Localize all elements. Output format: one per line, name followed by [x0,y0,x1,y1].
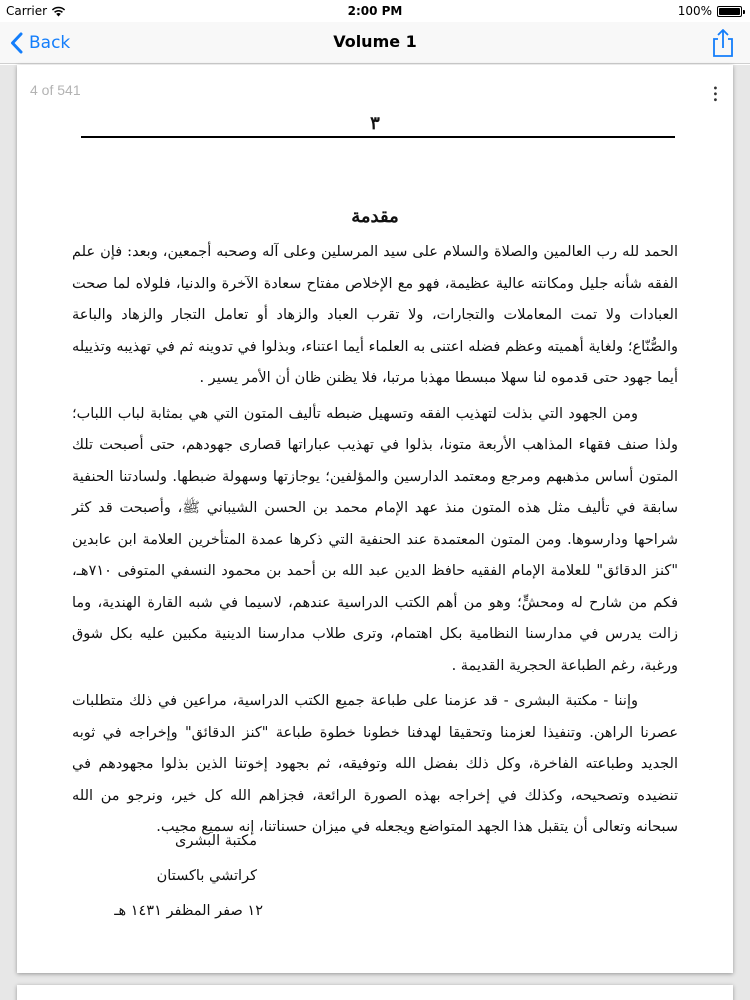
nav-title: Volume 1 [333,32,417,51]
reader-area[interactable] [0,65,750,1000]
battery-tip [743,10,745,14]
status-time: 2:00 PM [347,4,403,18]
page-number: ٣ [370,113,380,134]
document-page[interactable] [17,65,733,973]
page-content [72,203,678,844]
battery-icon [717,6,742,17]
battery-fill [719,8,740,15]
paragraph-1: الحمد لله رب العالمين والصلاة والسلام على سيد المرسلين وعلى آله وصحبه أجمعين، وبعد: فإن علم الفقه شأنه جليل ومكانته عالية عظيمة، فهو مع الإخلاص مفتاح سعادة الآخرة والدنيا، فلولاه لما صحت العبادات ولا تمت المعاملات والتجارات، ولا تقرب العباد والزهاد أو تعامل التجار والزهاد والباعة والصُّنّاع؛ ولغاية أهميته وعظم فضله اعتنى به العلماء أيما اعتناء، وبذلوا في تدوينه ثم في تهذيبه وتذييله أيما جهود حتى قدموه لنا سهلا مبسطا مهذبا مرتبا، فلا يظنن ظان أن الأمر يسير . [72,244,679,386]
back-button-label: Back [29,33,71,53]
margin-mark-text: ••• [709,85,720,103]
next-page-preview[interactable] [17,985,733,1000]
page-indicator: 4 of 541 [30,82,81,98]
signature-publisher: مكتبة البشرى [174,833,257,849]
section-heading: مقدمة [351,206,399,227]
header-rule [81,136,675,138]
signature-date: ١٢ صفر المظفر ١٤٣١ هـ [114,903,263,919]
status-right [678,4,742,18]
navigation-bar [0,22,750,64]
paragraph-3: وإننا - مكتبة البشرى - قد عزمنا على طباعة جميع الكتب الدراسية، مراعين في ذلك متطلبات عصرنا الراهن. وتنفيذا لعزمنا وتحقيقا لهدفنا خطونا خطوة طباعة "كنز الدقائق" وإخراجه في ثوبه الجديد وطباعته الفاخرة، وكل ذلك بفضل الله وتوفيقه، ثم بجهود إخوتنا الذين بذلوا مجهودهم في تنضيده وتصحيحه، وكذلك في إخراجه بهذه الصورة الرائعة، فجزاهم الله كل خير، ونرجو من الله سبحانه وتعالى أن يتقبل هذا الجهد المتواضع ويجعله في ميزان حسناتنا، إنه سميع مجيب. [72,693,678,835]
carrier-label: Carrier [6,4,48,18]
paragraph-2: ومن الجهود التي بذلت لتهذيب الفقه وتسهيل ضبطه تأليف المتون التي هي بمثابة لباب اللباب؛ ولذا صنف فقهاء المذاهب الأربعة متونا، بذلوا في تهذيب عباراتها قصارى جهودهم، حتى أصبحت تلك المتون أساس مذهبهم ومرجع ومعتمد الدارسين والمؤلفين؛ يوجازتها وسهولة ضبطها. ولسادتنا الحنفية سابقة في تأليف مثل هذه المتون منذ عهد الإمام محمد بن الحسن الشيباني ﷺ، وأصبحت قد كثر شراحها ودارسوها. ومن المتون المعتمدة عند الحنفية التي ذكرها عمدة المتأخرين العلامة ابن عابدين "كنز الدقائق" للعلامة الإمام الفقيه حافظ الدين عبد الله بن أحمد بن محمود النسفي المتوفى ٧١٠هـ، فكم من شارح له ومحشٍّ؛ وهو من أهم الكتب الدراسية عندهم، لاسيما في شبه القارة الهندية، وما زالت يدرس في مدارسنا النظامية بكل اهتمام، وترى طلاب مدارسنا الدينية مكبين عليه بكل شوق ورغبة، رغم الطباعة الحجرية القديمة . [72,405,678,674]
signature-location: كراتشي باكستان [156,868,257,884]
share-button[interactable] [710,28,736,58]
status-bar [0,0,750,22]
battery-percent: 100% [677,4,712,18]
share-icon [710,28,736,58]
